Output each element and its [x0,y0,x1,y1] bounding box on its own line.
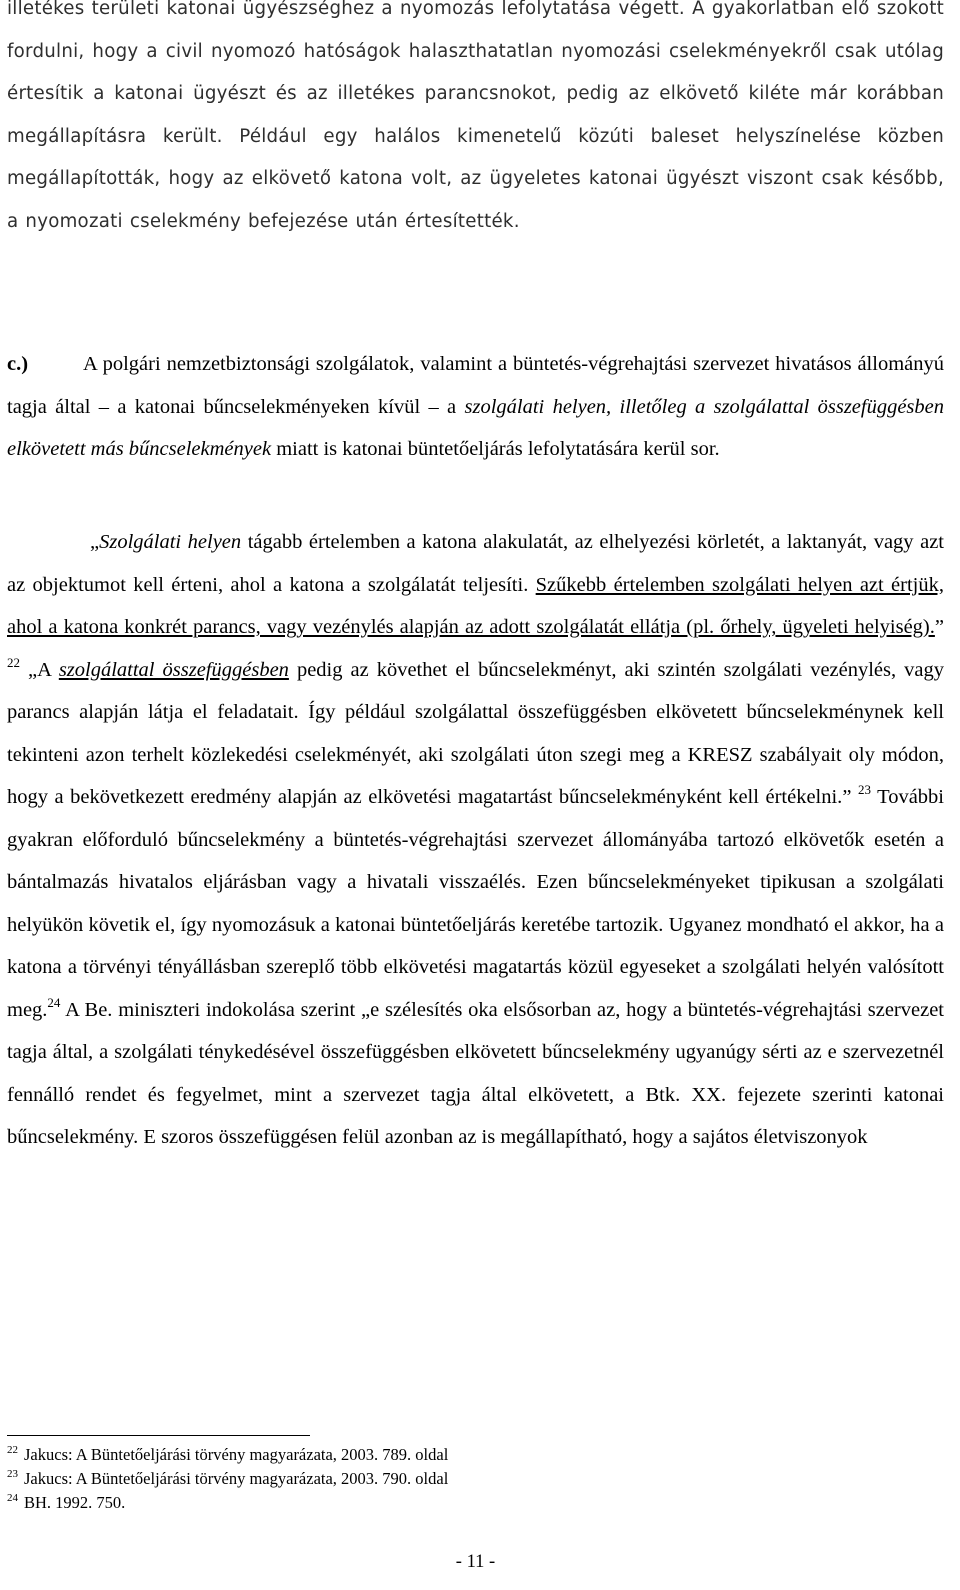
footnote-ref-23: 23 [857,782,871,797]
paragraph-1 [7,0,944,243]
list-label-c: c.) [7,353,29,375]
footnote-24 [7,1491,944,1515]
footnote-number: 22 [7,1444,18,1456]
close-quote: ” [934,616,944,638]
footnote-text: Jakucs: A Büntetőeljárási törvény magyarázata, 2003. 790. oldal [24,1469,449,1488]
footnote-ref-22: 22 [7,654,20,670]
footnote-separator [7,1435,310,1436]
footnote-number: 24 [7,1492,18,1504]
paragraph-3-text-2: pedig az követhet el bűncselekményt, aki szintén szolgálati vezénylés, vagy parancs alapján látja el feladatait. Így például szolgálattal összefüggésben elkövetett bűncselekménynek kell tekinteni azon terhelt közlekedési cselekményét, aki szolgálati úton szegi meg a KRESZ szabályait oly módon, hogy a bekövetkezett eredmény alapján az elkövetési magatartást bűncselekményként kell értékelni. [7,658,944,808]
footnote-23 [7,1467,944,1491]
paragraph-2-text-1: A polgári nemzetbiztonsági szolgálatok, valamint a büntetés-végrehajtási szervezet hivatásos állományú tagja által – a katonai bűncselekményeken kívül – a [7,353,944,418]
paragraph-2-text-2: miatt is katonai büntetőeljárás lefolytatására kerül sor. [276,438,720,460]
paragraph-1-text: illetékes területi katonai ügyészséghez a nyomozás lefolytatása végett. A gyakorlatban elő szokott fordulni, hogy a civil nyomozó hatóságok halaszthatatlan nyomozási cselekményekről csak utólag értesítik a katonai ügyészt és az illetékes parancsnokot, pedig az elkövető kiléte már korábban megállapításra került. Például egy halálos kimenetelű közúti baleset helyszínelése közben megállapították, hogy az elkövető katona volt, az ügyeletes katonai ügyészt viszont csak később, a nyomozati cselekmény befejezése után értesítették. [7,0,944,232]
term-szolgalati-helyen: Szolgálati helyen [99,531,242,553]
paragraph-3-text-3: További gyakran előforduló bűncselekmény a büntetés-végrehajtási szervezet állományába tartozó elkövetők esetén a bántalmazás hivatalos eljárásban vagy a hivatali visszaélés. Ezen bűncselekményeket tipikusan a szolgálati helyükön követik el, így nyomozásuk a katonai büntetőeljárás keretébe tartozik. Ugyanez mondható el akkor, ha a katona a törvényi tényállásban szereplő több elkövetési magatartás közül egyeseket a szolgálati helyén valósított meg. [7,786,944,1021]
footnote-text: BH. 1992. 750. [24,1493,126,1512]
footnote-number: 23 [7,1468,18,1480]
paragraph-3-text-1: tágabb értelemben a katona alakulatát, az elhelyezési körletét, a laktanyát, vagy azt az objektumot kell érteni, ahol a katona a szolgálatát teljesíti. [7,531,944,596]
footnotes [7,1443,944,1515]
page-number: - 11 - [455,1552,496,1572]
paragraph-2-italic-term: szolgálati helyen, illetőleg a szolgálattal összefüggésben elkövetett más bűncselekmények [7,395,945,460]
term-szolgalattal-osszefuggesben: szolgálattal összefüggésben [58,658,289,681]
open-quote: „ [90,531,100,553]
paragraph-2 [7,343,944,471]
footnote-ref-24: 24 [47,994,61,1010]
footnote-text: Jakucs: A Büntetőeljárási törvény magyarázata, 2003. 789. oldal [24,1445,449,1464]
paragraph-3-underlined: Szűkebb értelemben szolgálati helyen azt értjük, ahol a katona konkrét parancs, vagy vezénylés alapján az adott szolgálatát ellátja (pl. őrhely, ügyeleti helyiség). [7,573,944,638]
paragraph-3 [7,521,944,1159]
close-quote-2: ” [842,786,852,808]
paragraph-3-text-4: A Be. miniszteri indokolása szerint „e szélesítés oka elsősorban az, hogy a büntetés-végrehajtási szervezet tagja által, a szolgálati ténykedésével összefüggésben elkövetett bűncselekmény ugyanúgy sérti az e szervezetnél fennálló rendet és fegyelmet, mint a szervezet tagja által elkövetett, a Btk. XX. fejezete szerinti katonai bűncselekmény. E szoros összefüggésen felül azonban az is megállapítható, hogy a sajátos életviszonyok [7,998,944,1148]
open-quote-2: „A [28,658,51,681]
footnote-22 [7,1443,944,1467]
